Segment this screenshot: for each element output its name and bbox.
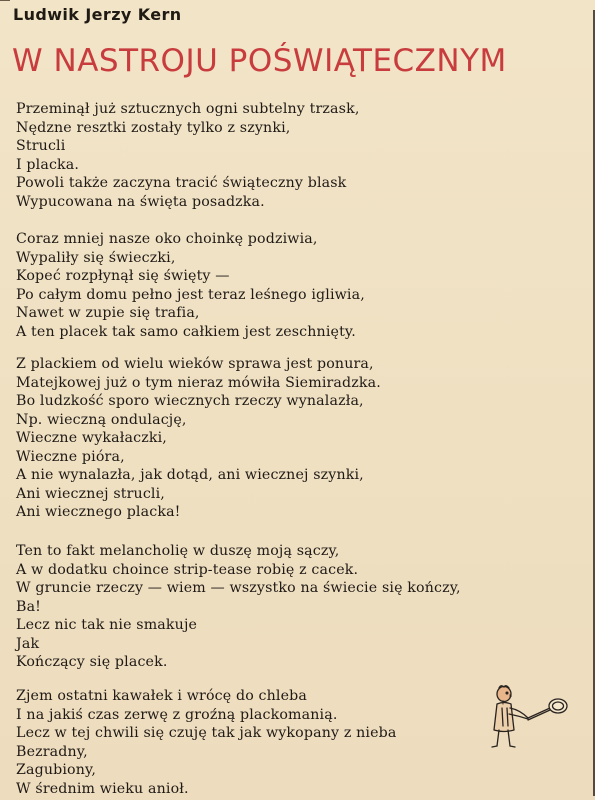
poem-line: Wypaliły się świeczki, — [16, 249, 176, 266]
poem-line: Bo ludzkość sporo wiecznych rzeczy wynalazła, — [16, 393, 364, 410]
stanza-2 — [16, 230, 576, 341]
man-with-frying-pan-icon — [488, 684, 572, 756]
stanza-4 — [16, 542, 576, 672]
poem-line: Matejkowej już o tym nieraz mówiła Siemiradzka. — [16, 374, 381, 391]
poem-line: W gruncie rzeczy — wiem — wszystko na świecie się kończy, — [16, 580, 461, 597]
poem-line: Wypucowana na święta posadzka. — [16, 193, 265, 210]
poem-line: Lecz w tej chwili się czuję tak jak wykopany z nieba — [16, 725, 397, 742]
poem-line: Zjem ostatni kawałek i wrócę do chleba — [16, 688, 308, 704]
poem-line: Nędzne resztki zostały tylko z szynki, — [16, 119, 291, 136]
poem-line: Lecz nic tak nie smakuje — [16, 617, 198, 634]
poem-line: A ten placek tak samo całkiem jest zeschnięty. — [16, 323, 356, 340]
corner-crop-mark — [0, 0, 10, 1]
poem-line: A nie wynalazła, jak dotąd, ani wiecznej szynki, — [16, 467, 364, 484]
poem-line: I na jakiś czas zerwę z groźną plackomanią. — [16, 706, 338, 723]
poem-line: Np. wieczną ondulację, — [16, 411, 187, 428]
poem-line: A w dodatku choince strip-tease robię z cacek. — [16, 561, 359, 578]
poem-line: Kończący się placek. — [16, 654, 168, 671]
poem-line: Ani wiecznej strucli, — [16, 485, 165, 502]
poem-line: Kopeć rozpłynął się święty — — [16, 268, 230, 285]
poem-line: Powoli także zaczyna tracić świąteczny blask — [16, 175, 347, 192]
poem-line: Po całym domu pełno jest teraz leśnego igliwia, — [16, 286, 365, 303]
poem-line: Z plackiem od wielu wieków sprawa jest ponura, — [16, 356, 374, 372]
poem-line: Ani wiecznego placka! — [16, 504, 181, 521]
poem-line: W średnim wieku anioł. — [16, 780, 189, 797]
poem-line: Coraz mniej nasze oko choinkę podziwia, — [16, 231, 318, 247]
author-name: Ludwik Jerzy Kern — [13, 5, 182, 24]
poem-line: Zagubiony, — [16, 762, 96, 779]
poem-title: W NASTROJU POŚWIĄTECZNYM — [12, 43, 507, 79]
poem-line: Wieczne wykałaczki, — [16, 430, 167, 447]
poem-line: I placka. — [16, 156, 80, 173]
poem-line: Nawet w zupie się trafia, — [16, 305, 200, 322]
poem-line: Ba! — [16, 598, 42, 615]
poem-line: Przeminął już sztucznych ogni subtelny trzask, — [16, 101, 360, 117]
poem-line: Strucli — [16, 138, 66, 155]
poem-line: Bezradny, — [16, 743, 88, 760]
poem-line: Wieczne pióra, — [16, 448, 125, 465]
poem-line: Ten to fakt melancholię w duszę moją sączy, — [16, 543, 340, 559]
stanza-3 — [16, 355, 576, 522]
poem-line: Jak — [16, 635, 40, 652]
stanza-1 — [16, 100, 576, 211]
